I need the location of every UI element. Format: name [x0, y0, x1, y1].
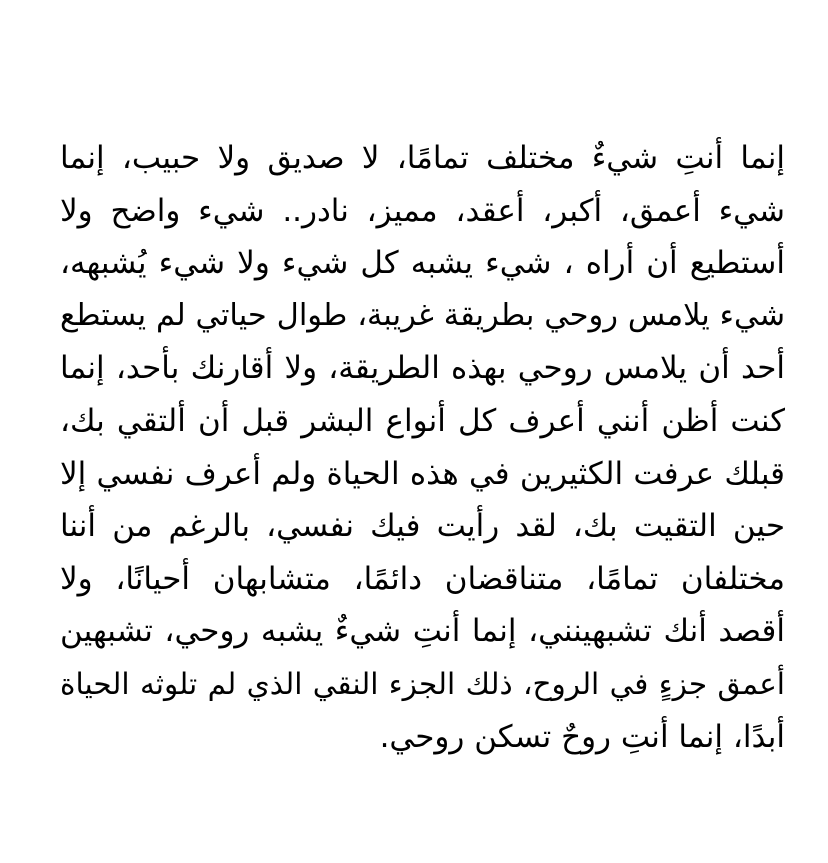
text-line-2: شيء أعمق، أكبر، أعقد، مميز، نادر.. شيء واضح ولا — [60, 192, 785, 229]
arabic-text-block — [60, 132, 785, 763]
text-line-8: حين التقيت بك، لقد رأيت فيك نفسي، بالرغم من أننا — [60, 508, 785, 545]
text-line-5: أحد أن يلامس روحي بهذه الطريقة، ولا أقارنك بأحد، إنما — [60, 350, 785, 387]
text-line-12: أبدًا، إنما أنتِ روحٌ تسكن روحي. — [379, 718, 785, 755]
text-line-1: إنما أنتِ شيءٌ مختلف تمامًا، لا صديق ولا حبيب، إنما — [60, 140, 785, 176]
text-line-4: شيء يلامس روحي بطريقة غريبة، طوال حياتي لم يستطع — [60, 297, 785, 333]
text-line-10: أقصد أنك تشبهينني، إنما أنتِ شيءٌ يشبه روحي، تشبهين — [60, 613, 785, 650]
text-line-3: أستطيع أن أراه ، شيء يشبه كل شيء ولا شيء يُشبهه، — [60, 245, 785, 282]
text-line-7: قبلك عرفت الكثيرين في هذه الحياة ولم أعرف نفسي إلا — [60, 455, 785, 492]
text-line-9: مختلفان تمامًا، متناقضان دائمًا، متشابهان أحيانًا، ولا — [60, 560, 785, 597]
text-line-11: أعمق جزءٍ في الروح، ذلك الجزء النقي الذي لم تلوثه الحياة — [60, 666, 785, 701]
text-line-6: كنت أظن أنني أعرف كل أنواع البشر قبل أن ألتقي بك، — [60, 402, 785, 439]
